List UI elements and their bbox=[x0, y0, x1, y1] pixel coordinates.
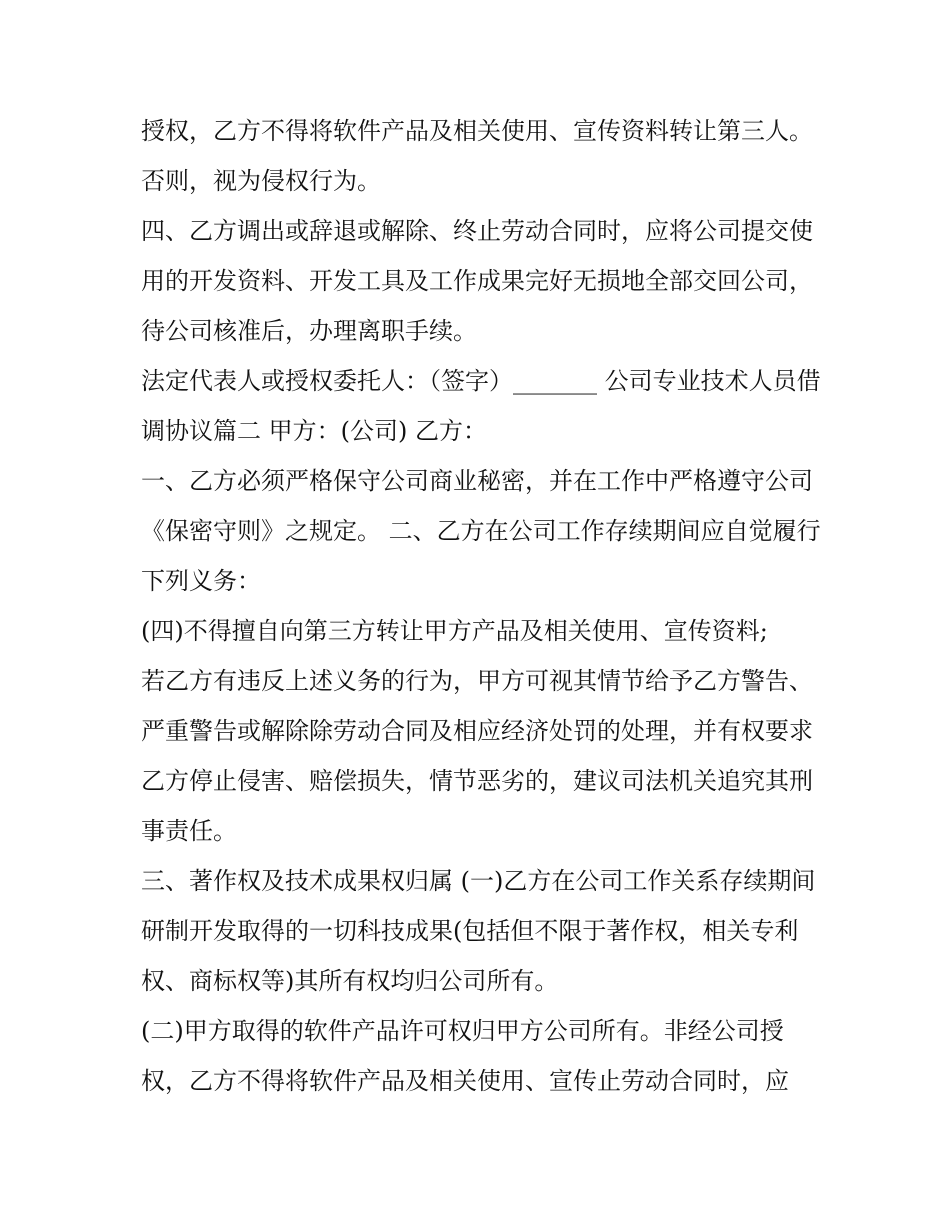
paragraph-ownership-clause-one: 三、著作权及技术成果权归属 (一)乙方在公司工作关系存续期间研制开发取得的一切科技成果(包括但不限于著作权，相关专利权、商标权等)其所有权均归公司所有。 bbox=[141, 867, 816, 995]
paragraph-violation-consequences: 若乙方有违反上述义务的行为，甲方可视其情节给予乙方警告、严重警告或解除除劳动合同及相应经济处罚的处理，并有权要求乙方停止侵害、赔偿损失，情节恶劣的，建议司法机关追究其刑事责任。 bbox=[141, 667, 813, 845]
paragraph-ownership-clause-two: (二)甲方取得的软件产品许可权归甲方公司所有。非经公司授权，乙方不得将软件产品及相关使用、宣传止劳动合同时，应 bbox=[141, 1017, 789, 1095]
paragraph-confidentiality-obligations: 一、乙方必须严格保守公司商业秘密，并在工作中严格遵守公司《保密守则》之规定。 二、乙方在公司工作存续期间应自觉履行下列义务： bbox=[141, 467, 821, 595]
paragraph-return-materials-clause: 四、乙方调出或辞退或解除、终止劳动合同时，应将公司提交使用的开发资料、开发工具及工作成果完好无损地全部交回公司，待公司核准后，办理离职手续。 bbox=[141, 217, 813, 345]
paragraph-obligation-four: (四)不得擅自向第三方转让甲方产品及相关使用、宣传资料; bbox=[141, 617, 768, 645]
paragraph-authorization-clause: 授权，乙方不得将软件产品及相关使用、宣传资料转让第三人。否则，视为侵权行为。 bbox=[141, 117, 813, 195]
document-body bbox=[141, 106, 821, 1106]
paragraph-signature-and-agreement-heading: 法定代表人或授权委托人：（签字）_______ 公司专业技术人员借调协议篇二 甲方：(公司) 乙方： bbox=[141, 367, 821, 445]
